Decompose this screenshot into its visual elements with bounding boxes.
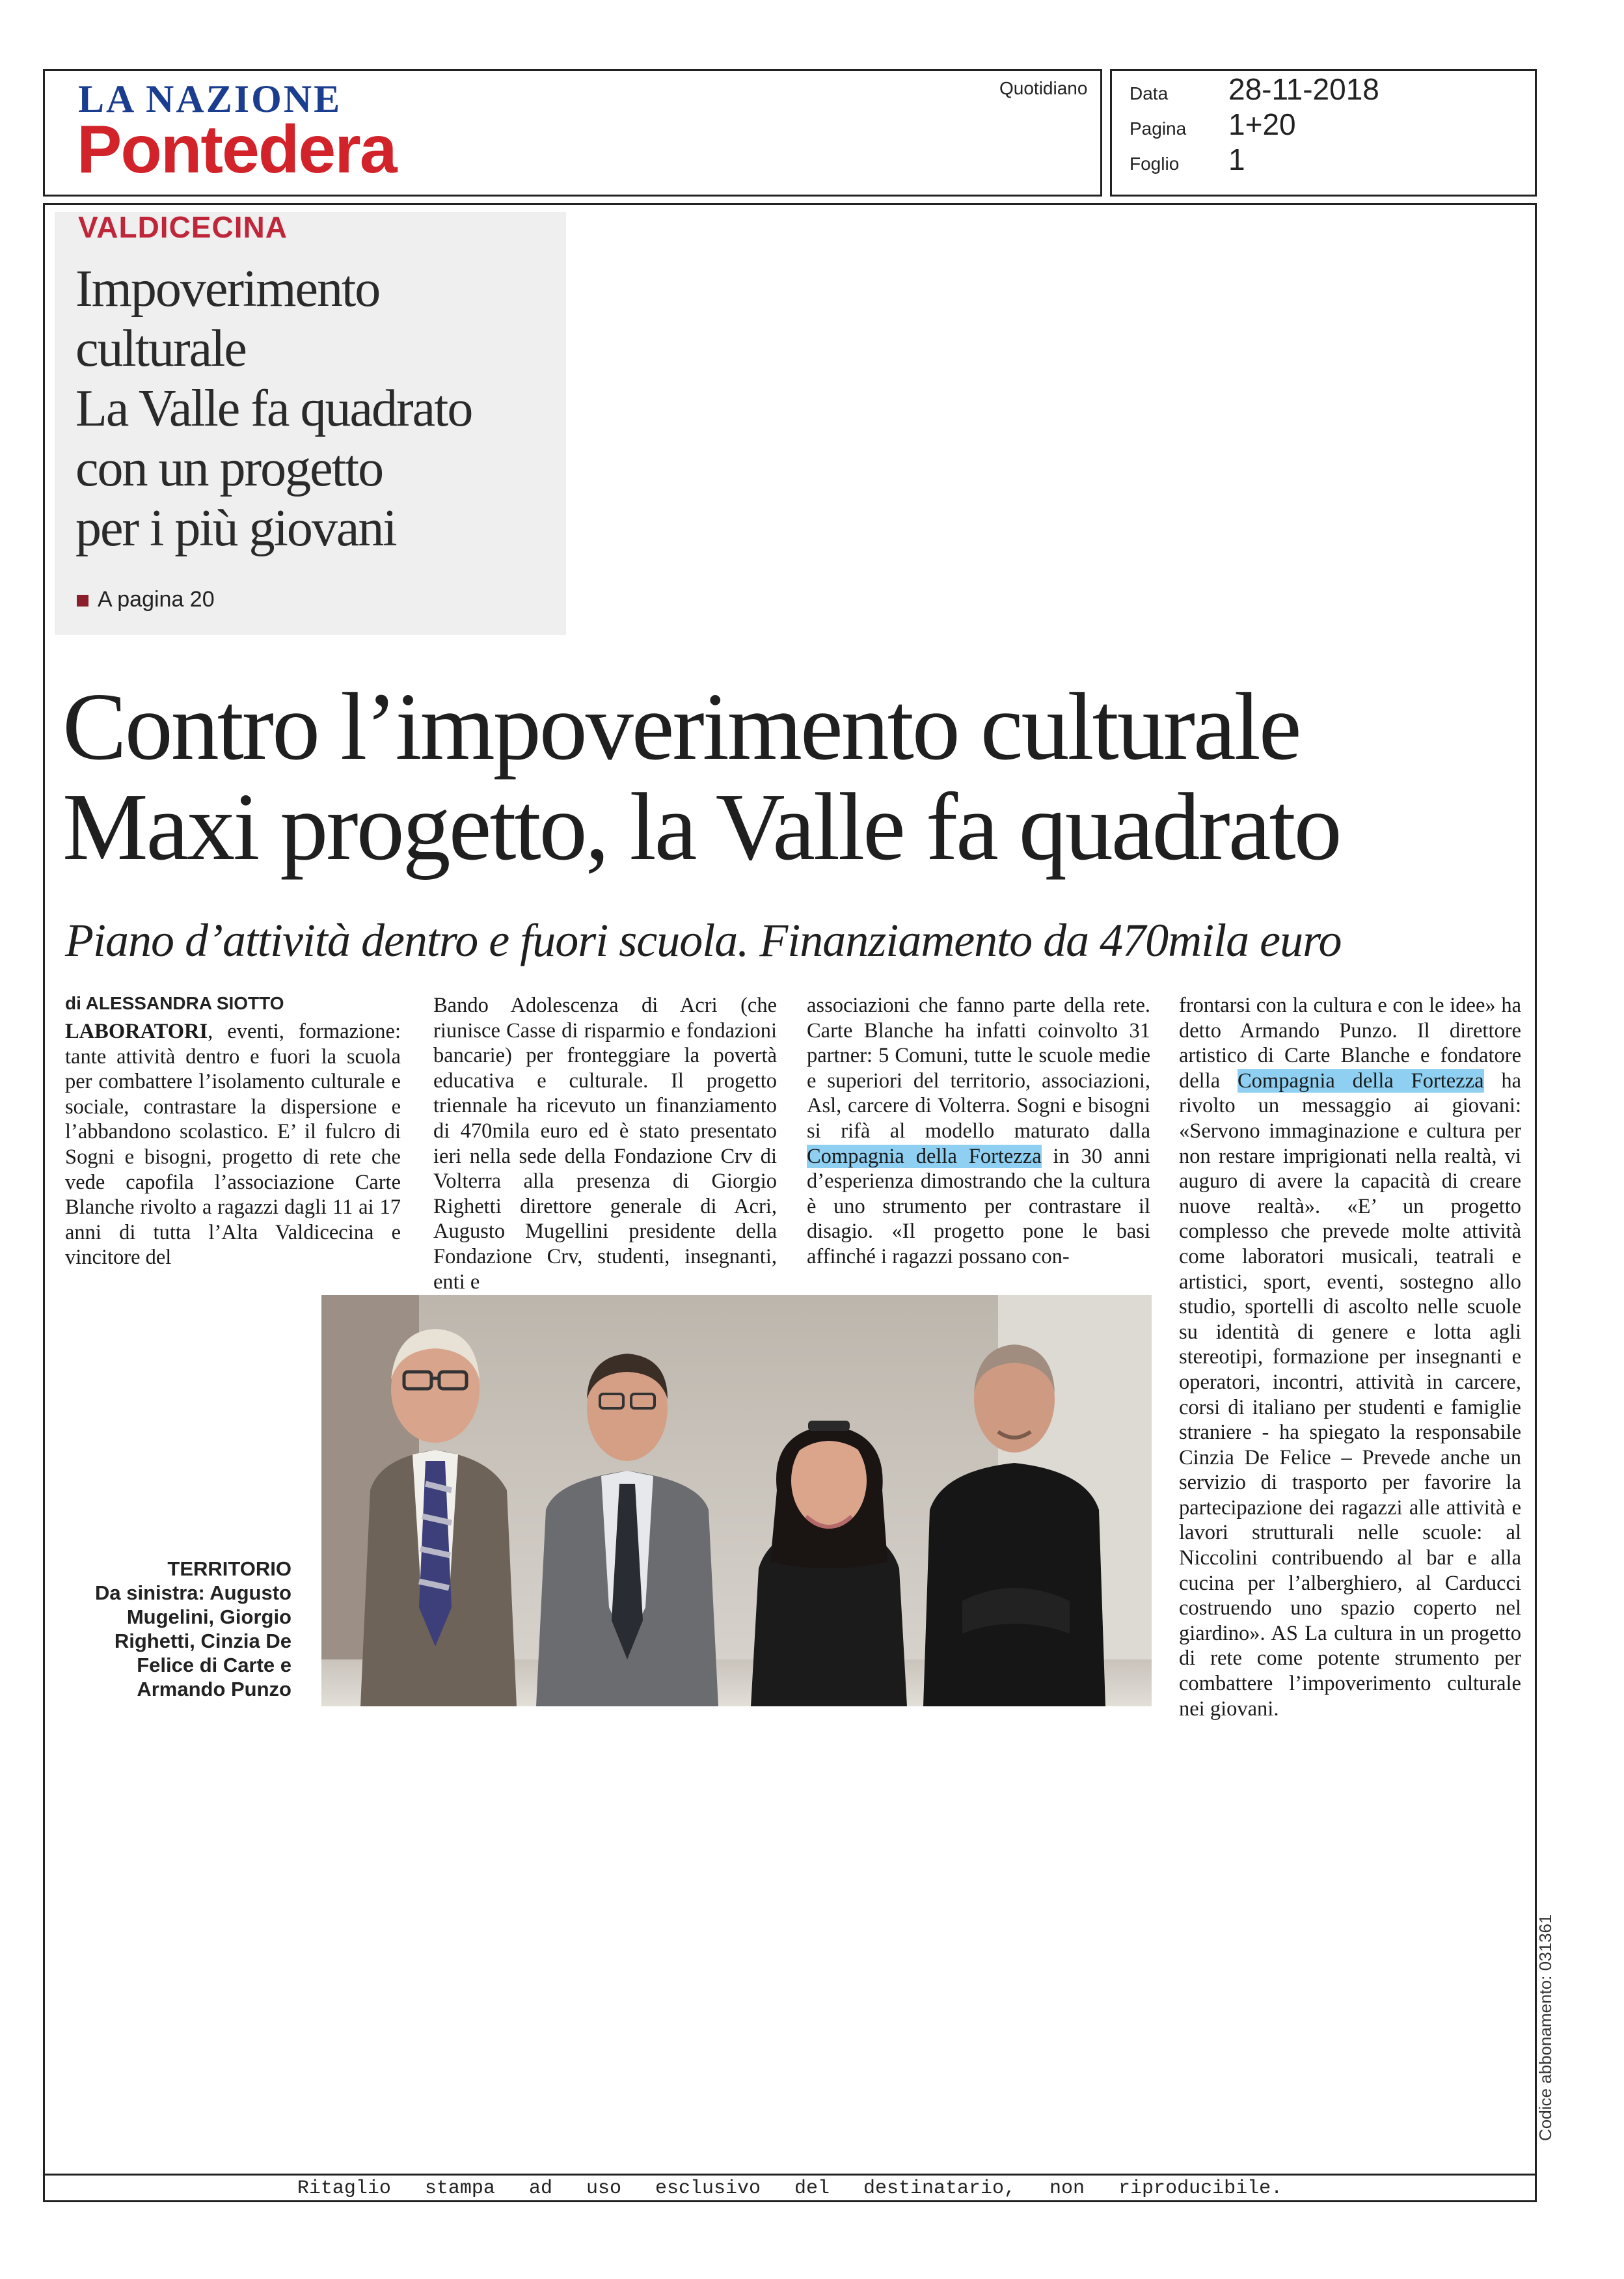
teaser-title-line: La Valle fa quadrato bbox=[75, 380, 472, 437]
teaser-kicker: VALDICECINA bbox=[78, 210, 288, 244]
article-column-4: frontarsi con la cultura e con le idee» ha detto Armando Punzo. Il direttore artistico di Carte Blanche e fondatore della Compagnia della Fortezza ha rivolto un messaggio ai giovani: «Servono immaginazione e cultura per non restare imprigionati nella realtà, vi auguro di avere la capacità di creare nuove realtà». «E’ un progetto complesso che prevede molte attività come laboratori musicali, teatrali e artistici, sport, eventi, sostegno allo studio, sportelli di ascolto nelle scuole su identità di genere e lotta agli stereotipi, formazione per insegnanti e operatori, incontri, attività in carcere, corsi di italiano per studenti e famiglie straniere - ha spiegato la responsabile Cinzia De Felice – Prevede anche un servizio di trasporto per favorire la partecipazione dei ragazzi alle attività e lavori strutturali nelle scuole: al Niccolini contribuendo al bar e alla cucina per l’alberghiero, al Carducci costruendo uno spazio coperto nel giardino». AS La cultura in un progetto di rete come potente strumento per combattere l’impoverimento culturale nei giovani. bbox=[1179, 994, 1521, 1721]
data-value: 28-11-2018 bbox=[1228, 72, 1379, 106]
pagina-label: Pagina bbox=[1130, 118, 1187, 139]
teaser-title-line: Impoverimento bbox=[75, 260, 380, 318]
lead-word: LABORATORI bbox=[65, 1020, 208, 1043]
teaser-title-line: culturale bbox=[75, 320, 246, 377]
foglio-value: 1 bbox=[1228, 143, 1245, 176]
brand-la-nazione: LA NAZIONE bbox=[78, 77, 342, 120]
article-column-1: LABORATORI, eventi, formazione: tante attività dentro e fuori la scuola per combattere l’isolamento culturale e sociale, contrastare la dispersione e l’abbandono scolastico. E’ il fulcro di Sogni e bisogni, progetto di rete che vede capofila l’associazione Carte Blanche rivolto a ragazzi dagli 11 ai 17 anni di tutta l’Alta Valdicecina e vincitore del bbox=[65, 1020, 401, 1270]
footer-notice: Ritaglio stampa ad uso esclusivo del destinatario, non riproducibile. bbox=[297, 2177, 1283, 2200]
headline-line-1: Contro l’impoverimento culturale bbox=[62, 674, 1300, 780]
article-column-3: associazioni che fanno parte della rete. Carte Blanche ha infatti coinvolto 31 partner: 5 Comuni, tutte le scuole medie e superiori del territorio, associazioni, Asl, carcere di Volterra. Sogni e bisogni si rifà al modello maturato dalla Compagnia della Fortezza in 30 anni d’esperienza dimostrando che la cultura è uno strumento per contrastare il disagio. «Il progetto pone le basi affinché i ragazzi possano con- bbox=[807, 994, 1151, 1268]
caption-text: Da sinistra: Augusto Mugelini, Giorgio Righetti, Cinzia De Felice di Carte e Armando Punzo bbox=[95, 1581, 291, 1700]
headline-line-2: Maxi progetto, la Valle fa quadrato bbox=[62, 774, 1340, 880]
teaser-title-line: con un progetto bbox=[75, 440, 383, 497]
highlight-compagnia: Compagnia della Fortezza bbox=[807, 1144, 1042, 1168]
caption-title: TERRITORIO bbox=[167, 1557, 291, 1580]
subscription-code: Codice abbonamento: 031361 bbox=[1536, 1914, 1555, 2141]
group-photo-illustration bbox=[321, 1295, 1152, 1706]
article-photo bbox=[321, 1295, 1152, 1706]
highlight-compagnia: Compagnia della Fortezza bbox=[1237, 1069, 1484, 1093]
pagina-value: 1+20 bbox=[1228, 107, 1296, 141]
publication-type: Quotidiano bbox=[999, 78, 1088, 98]
teaser-title bbox=[75, 259, 557, 558]
headline bbox=[62, 674, 1546, 880]
foglio-label: Foglio bbox=[1130, 154, 1180, 174]
data-label: Data bbox=[1130, 83, 1169, 103]
teaser-page-ref: A pagina 20 bbox=[77, 587, 215, 612]
square-bullet-icon bbox=[77, 595, 88, 607]
teaser-title-line: per i più giovani bbox=[75, 500, 396, 557]
subheadline: Piano d’attività dentro e fuori scuola. Finanziamento da 470mila euro bbox=[65, 914, 1342, 966]
byline: di ALESSANDRA SIOTTO bbox=[65, 993, 284, 1013]
brand-pontedera: Pontedera bbox=[77, 112, 396, 187]
footer-divider bbox=[43, 2174, 1537, 2176]
article-column-2: Bando Adolescenza di Acri (che riunisce Casse di risparmio e fondazioni bancarie) per fronteggiare la povertà educativa e culturale. Il progetto triennale ha ricevuto un finanziamento di 470mila euro ed è stato presentato ieri nella sede della Fondazione Crv di Volterra alla presenza di Giorgio Righetti direttore generale di Acri, Augusto Mugellini presidente della Fondazione Crv, studenti, insegnanti, enti e bbox=[433, 994, 777, 1294]
photo-caption bbox=[65, 1557, 291, 1701]
